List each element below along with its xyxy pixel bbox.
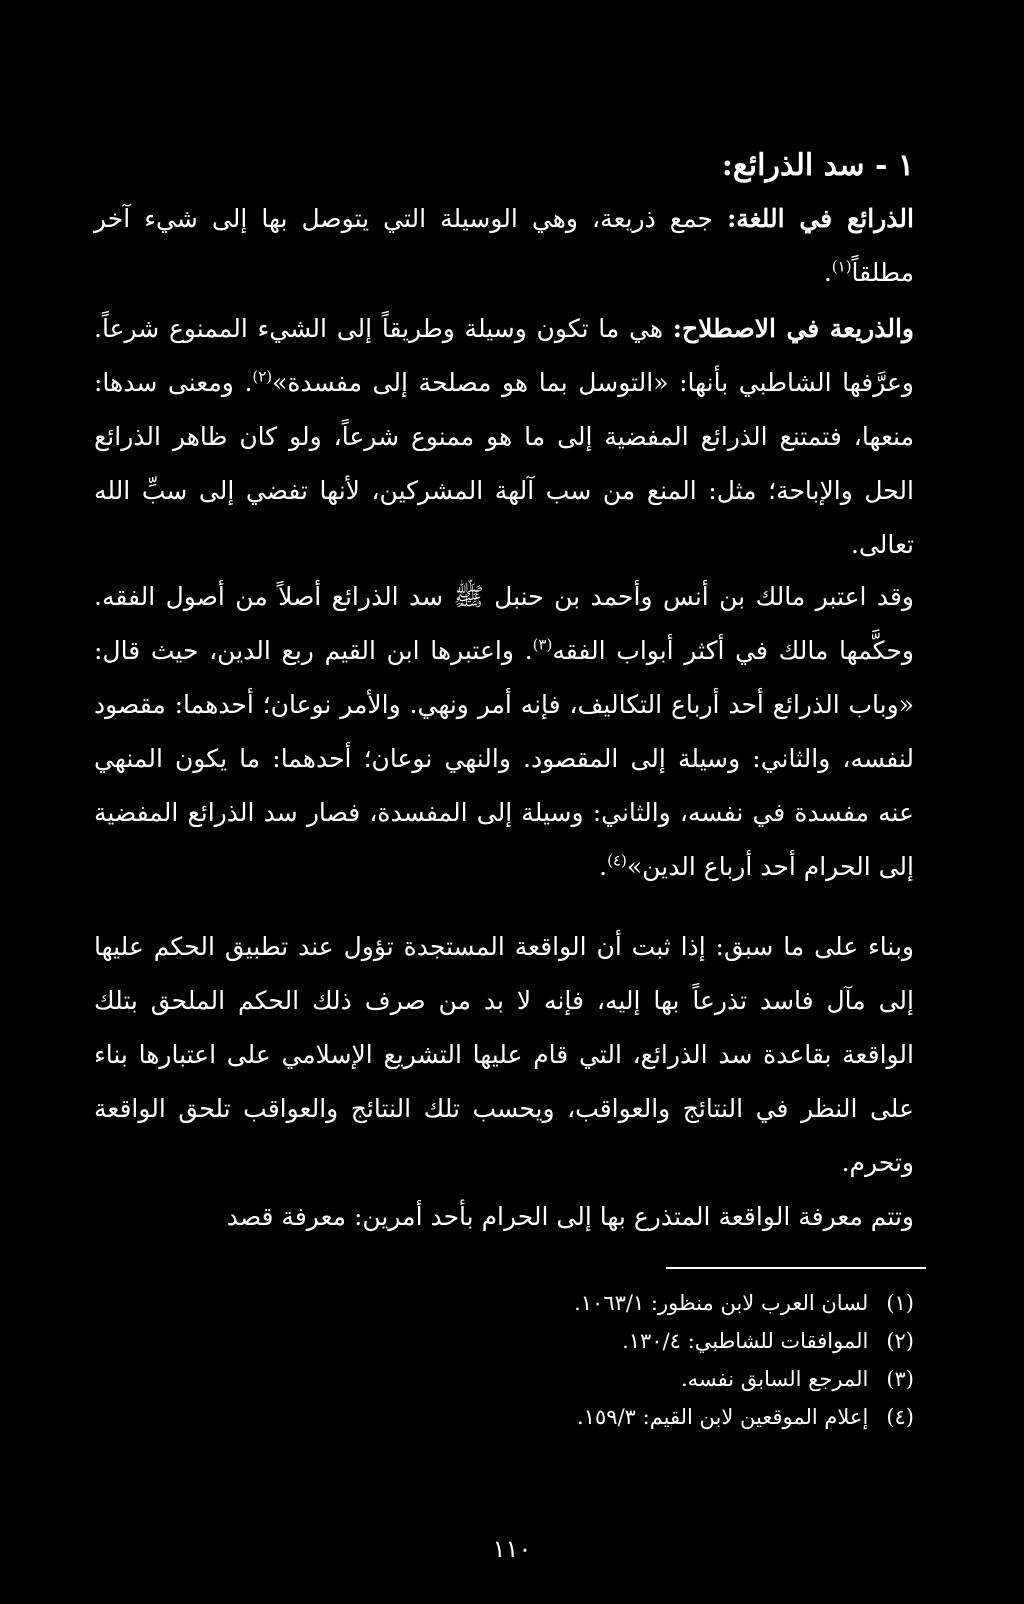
footnote-text: الموافقات للشاطبي: ١٣٠/٤. xyxy=(622,1329,869,1353)
term-language: الذرائع في اللغة: xyxy=(727,204,914,233)
paragraph-text: وقد اعتبر مالك بن أنس وأحمد بن حنبل ﷺ سد الذرائع أصلاً من أصول الفقه. وحكَّمها مالك في أكثر أبواب الفقه xyxy=(94,582,914,665)
footnote-number: (١) xyxy=(886,1291,914,1315)
footnote-reference: (٤) xyxy=(607,851,627,870)
footnote-text: المرجع السابق نفسه. xyxy=(680,1367,869,1391)
paragraph-scholars xyxy=(94,570,914,894)
footnote-text: إعلام الموقعين لابن القيم: ١٥٩/٣. xyxy=(577,1405,869,1429)
footnote-item xyxy=(214,1360,914,1398)
paragraph-definition-language xyxy=(94,192,914,300)
paragraph-definition-term xyxy=(94,302,914,572)
footnotes-list xyxy=(214,1284,914,1436)
footnote-number: (٢) xyxy=(886,1329,914,1353)
footnote-number: (٤) xyxy=(886,1405,914,1429)
paragraph-text: هي ما تكون وسيلة وطريقاً إلى الشيء الممنوع شرعاً. وعرَّفها الشاطبي بأنها: «التوسل بما هو مصلحة إلى مفسدة» xyxy=(94,314,914,397)
footnote-item xyxy=(214,1398,914,1436)
paragraph-text: . واعتبرها ابن القيم ربع الدين، حيث قال: «وباب الذرائع أحد أرباع التكاليف، فإنه أمر ونهي. والأمر نوعان؛ أحدهما: مقصود لنفسه، والثاني: وسيلة إلى المقصود. والنهي نوعان؛ أحدهما: ما يكون المنهي عنه مفسدة في نفسه، والثاني: وسيلة إلى المفسدة، فصار سد الذرائع المفضية إلى الحرام أحد أرباع الدين» xyxy=(94,636,914,881)
footnote-text: لسان العرب لابن منظور: ١٠٦٣/١. xyxy=(574,1291,869,1315)
paragraph-text: . xyxy=(599,852,608,881)
paragraph-text: . ومعنى سدها: منعها، فتمتنع الذرائع المفضية إلى ما هو ممنوع شرعاً، ولو كان ظاهر الذرائع الحل والإباحة؛ مثل: المنع من سب آلهة المشركين، لأنها تفضي إلى سبِّ الله تعالى. xyxy=(94,368,914,559)
paragraph-conclusion: وبناء على ما سبق: إذا ثبت أن الواقعة المستجدة تؤول عند تطبيق الحكم عليها إلى مآل فاسد تذرعاً بها إليه، فإنه لا بد من صرف ذلك الحكم الملحق بتلك الواقعة بقاعدة سد الذرائع، التي قام عليها التشريع الإسلامي على اعتبارها بناء على النظر في النتائج والعواقب، ويحسب تلك النتائج والعواقب تلحق الواقعة وتحرم. xyxy=(94,932,914,1177)
section-heading: ١ - سد الذرائع: xyxy=(721,148,914,183)
paragraph-continuation: وتتم معرفة الواقعة المتذرع بها إلى الحرام بأحد أمرين: معرفة قصد xyxy=(226,1202,914,1231)
footnote-divider xyxy=(666,1267,926,1269)
page-number: ١١٠ xyxy=(492,1535,532,1563)
footnote-reference: (٢) xyxy=(252,367,273,386)
paragraph-text: جمع ذريعة، وهي الوسيلة التي يتوصل بها إلى شيء آخر مطلقاً xyxy=(94,204,914,287)
footnote-item xyxy=(214,1322,914,1360)
term-technical: والذريعة في الاصطلاح: xyxy=(672,314,914,343)
footnote-reference: (١) xyxy=(831,257,852,276)
paragraph-text: . xyxy=(823,258,832,287)
footnote-reference: (٣) xyxy=(532,635,553,654)
footnote-item xyxy=(214,1284,914,1322)
footnote-number: (٣) xyxy=(886,1367,914,1391)
